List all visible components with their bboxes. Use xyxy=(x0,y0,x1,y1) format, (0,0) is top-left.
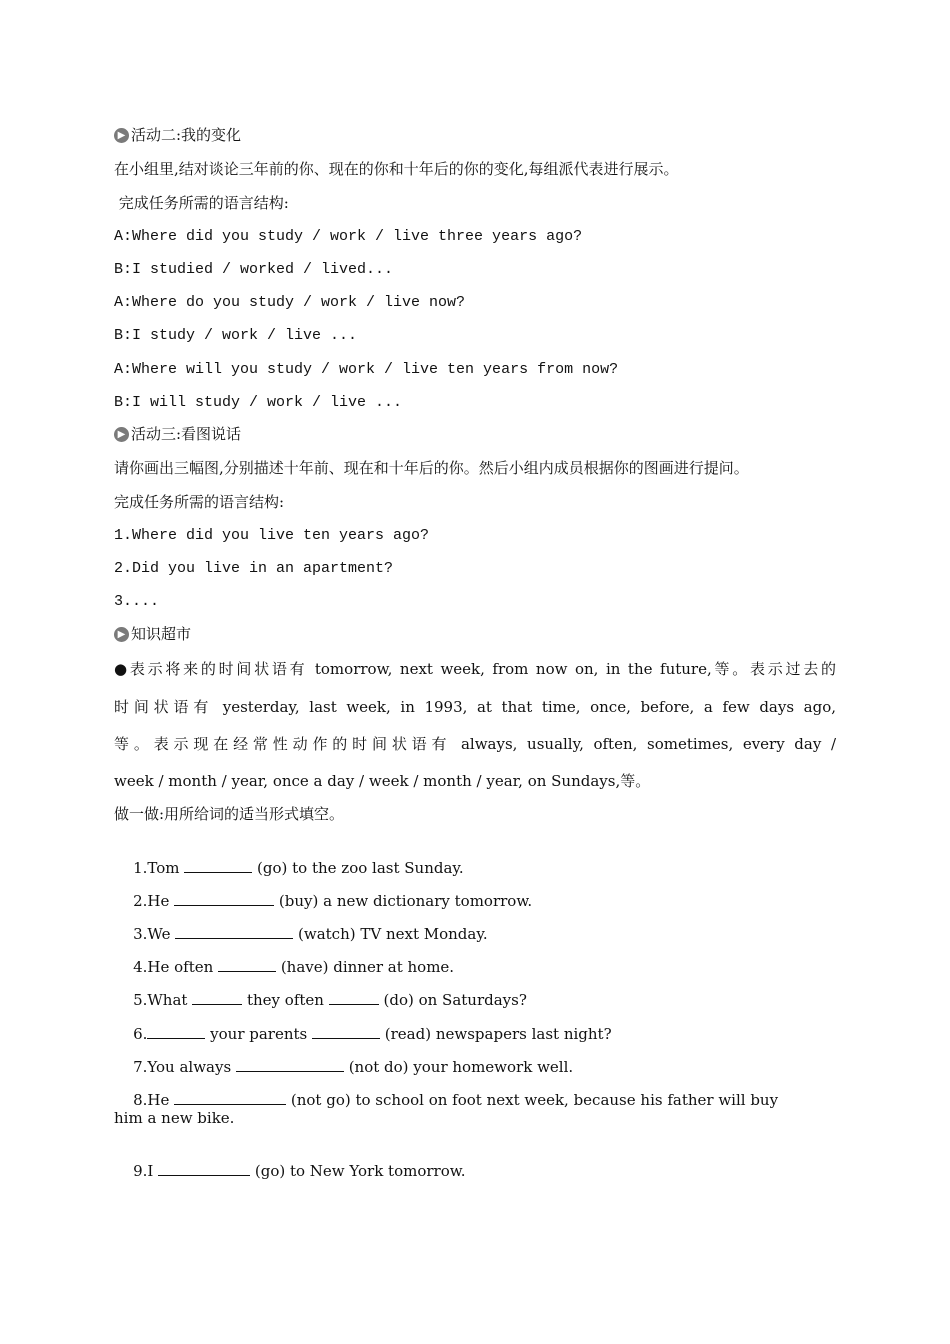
activity2-heading xyxy=(114,125,241,145)
answer-blank[interactable] xyxy=(329,990,379,1005)
activity2-heading-text: 活动二:我的变化 xyxy=(131,126,242,144)
arrow-bullet-icon: ▶ xyxy=(114,627,129,642)
exercise-item: 7.You always (not do) your homework well. xyxy=(133,1058,574,1076)
exercise-item: 5.What they often (do) on Saturdays? xyxy=(133,991,527,1009)
dialogue-line: B:I study / work / live ... xyxy=(114,327,358,344)
exercise-item: 1.Tom (go) to the zoo last Sunday. xyxy=(133,859,464,877)
arrow-bullet-icon: ▶ xyxy=(114,427,129,442)
activity2-instruction: 在小组里,结对谈论三年前的你、现在的你和十年后的你的变化,每组派代表进行展示。 xyxy=(114,160,679,178)
knowledge-paragraph-line: 等。表示现在经常性动作的时间状语有 always, usually, often, sometimes, every day / xyxy=(114,735,836,753)
exercise-item: 4.He often (have) dinner at home. xyxy=(133,958,455,976)
activity3-heading xyxy=(114,424,241,444)
exercise-item: 6. your parents (read) newspapers last night? xyxy=(133,1025,612,1043)
activity3-structure-label: 完成任务所需的语言结构: xyxy=(114,493,285,511)
question-line: 2.Did you live in an apartment? xyxy=(114,560,394,577)
knowledge-paragraph-line: ●表示将来的时间状语有 tomorrow, next week, from now on, in the future,等。表示过去的 xyxy=(114,660,836,678)
answer-blank[interactable] xyxy=(192,990,242,1005)
dialogue-line: A:Where did you study / work / live three years ago? xyxy=(114,228,583,245)
question-line: 3.... xyxy=(114,593,160,610)
exercise-item: 3.We (watch) TV next Monday. xyxy=(133,925,488,943)
answer-blank[interactable] xyxy=(158,1161,250,1176)
exercise-item: 9.I (go) to New York tomorrow. xyxy=(133,1162,466,1180)
knowledge-heading xyxy=(114,624,191,644)
activity3-heading-text: 活动三:看图说话 xyxy=(131,425,242,443)
question-line: 1.Where did you live ten years ago? xyxy=(114,527,430,544)
activity3-instruction: 请你画出三幅图,分别描述十年前、现在和十年后的你。然后小组内成员根据你的图画进行提问。 xyxy=(114,459,749,477)
exercise-item-continuation: him a new bike. xyxy=(114,1109,235,1127)
knowledge-paragraph-line: 时间状语有 yesterday, last week, in 1993, at that time, once, before, a few days ago, xyxy=(114,698,836,716)
dialogue-line: A:Where do you study / work / live now? xyxy=(114,294,466,311)
exercise-item: 8.He (not go) to school on foot next week, because his father will buy xyxy=(133,1091,779,1109)
exercise-title: 做一做:用所给词的适当形式填空。 xyxy=(114,805,345,823)
knowledge-paragraph-line: week / month / year, once a day / week / month / year, on Sundays,等。 xyxy=(114,772,651,790)
dialogue-line: A:Where will you study / work / live ten years from now? xyxy=(114,361,619,378)
dialogue-line: B:I studied / worked / lived... xyxy=(114,261,394,278)
answer-blank[interactable] xyxy=(174,1090,286,1105)
arrow-bullet-icon: ▶ xyxy=(114,128,129,143)
knowledge-heading-text: 知识超市 xyxy=(131,625,192,643)
dialogue-line: B:I will study / work / live ... xyxy=(114,394,403,411)
activity2-structure-label: 完成任务所需的语言结构: xyxy=(114,194,289,212)
exercise-item: 2.He (buy) a new dictionary tomorrow. xyxy=(133,892,533,910)
